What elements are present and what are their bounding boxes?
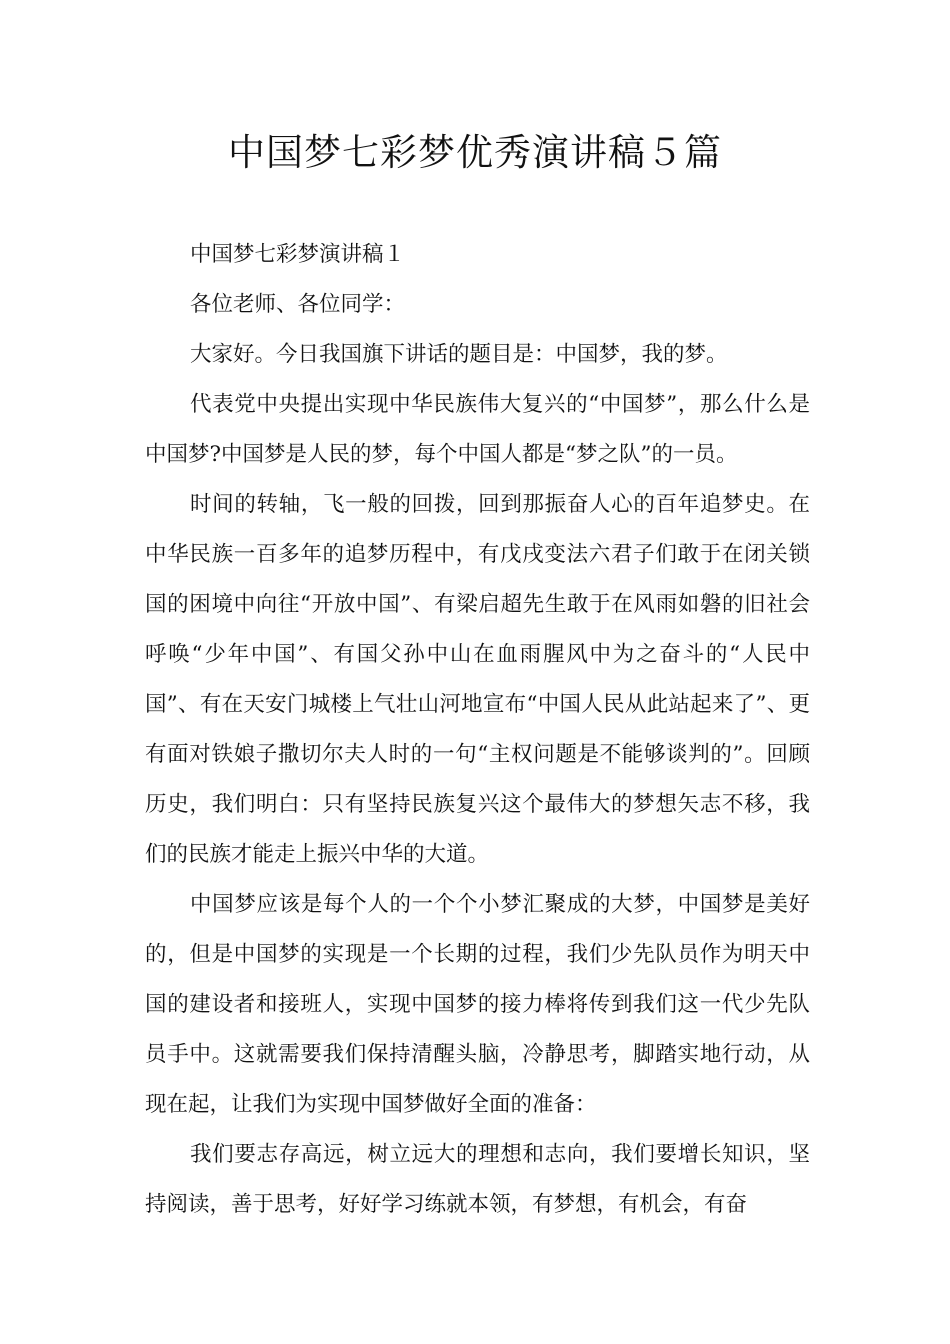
document-body	[145, 230, 810, 1230]
paragraph-heading: 中国梦七彩梦演讲稿１	[190, 242, 406, 267]
document-title: 中国梦七彩梦优秀演讲稿５篇	[228, 131, 722, 174]
paragraph: 时间的转轴，飞一般的回拨，回到那振奋人心的百年追梦史。在中华民族一百多年的追梦历程中，有戊戌变法六君子们敢于在闭关锁国的困境中向往“开放中国”、有梁启超先生敢于在风雨如磐的旧社会呼唤“少年中国”、有国父孙中山在血雨腥风中为之奋斗的“人民中国”、有在天安门城楼上气壮山河地宣布“中国人民从此站起来了”、更有面对铁娘子撒切尔夫人时的一句“主权问题是不能够谈判的”。回顾历史，我们明白：只有坚持民族复兴这个最伟大的梦想矢志不移，我们的民族才能走上振兴中华的大道。	[145, 492, 810, 867]
paragraph-greeting: 大家好。今日我国旗下讲话的题目是：中国梦，我的梦。	[190, 342, 728, 367]
paragraph: 我们要志存高远，树立远大的理想和志向，我们要增长知识，坚持阅读，善于思考，好好学习练就本领，有梦想，有机会，有奋	[145, 1142, 810, 1217]
paragraph: 代表党中央提出实现中华民族伟大复兴的“中国梦”，那么什么是中国梦?中国梦是人民的梦，每个中国人都是“梦之队”的一员。	[145, 392, 810, 467]
paragraph: 中国梦应该是每个人的一个个小梦汇聚成的大梦，中国梦是美好的，但是中国梦的实现是一个长期的过程，我们少先队员作为明天中国的建设者和接班人，实现中国梦的接力棒将传到我们这一代少先队员手中。这就需要我们保持清醒头脑，冷静思考，脚踏实地行动，从现在起，让我们为实现中国梦做好全面的准备：	[145, 892, 810, 1117]
paragraph-salutation: 各位老师、各位同学：	[190, 292, 406, 317]
